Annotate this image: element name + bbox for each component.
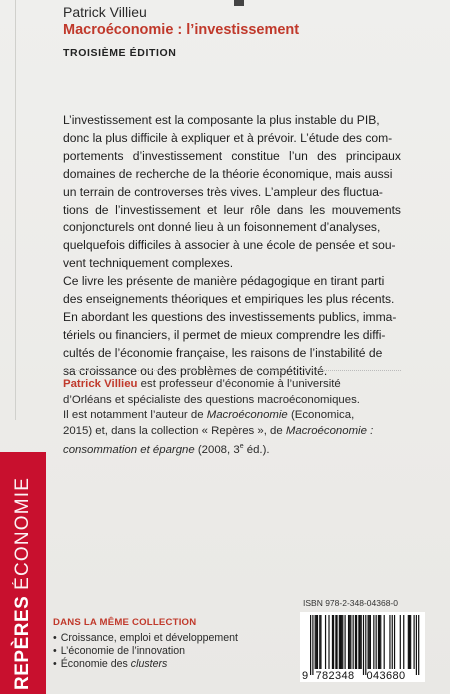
barcode-bar [333, 615, 334, 669]
barcode-bar [409, 615, 410, 669]
collection-name-bold: REPÈRES [12, 595, 33, 690]
barcode-bar [410, 615, 411, 669]
barcode-bar [416, 615, 417, 675]
fold-line [15, 0, 16, 420]
barcode-bar [353, 615, 354, 669]
barcode-bar [356, 615, 357, 669]
summary-line: cultés de l’économie française, les raisons de l’instabilité de [63, 345, 383, 360]
bio-line: Il est notamment l’auteur de Macroéconomie (Economica, [63, 409, 355, 422]
author-bio [63, 377, 403, 459]
barcode-bar [341, 615, 342, 669]
barcode-bar [394, 615, 395, 669]
barcode-bar [392, 615, 393, 669]
barcode-bar [316, 615, 317, 669]
collection-item: • Économie des clusters [53, 658, 238, 671]
summary-line: un terrain de controverses très vives. L’ampleur des fluctua- [63, 184, 383, 199]
barcode-bar [361, 615, 362, 669]
barcode-bar [368, 615, 369, 669]
summary-paragraph-1 [63, 112, 401, 273]
barcode-bar [336, 615, 337, 669]
summary-line: sa croissance ou des problèmes de compétitivité. [63, 363, 328, 378]
barcode-bar [345, 615, 346, 669]
summary-line: des enseignements théoriques et empiriques les plus récents. [63, 292, 395, 307]
author-name: Patrick Villieu [63, 4, 147, 20]
bio-line: consommation et épargne (2008, 3e éd.). [63, 443, 270, 457]
barcode-bar [403, 615, 404, 669]
barcode-bar [355, 615, 356, 669]
barcode-bar [373, 615, 374, 669]
summary-line: En abordant les questions des investissements publics, imma- [63, 309, 397, 324]
collection-list [53, 632, 238, 671]
barcode-lead-digit: 9 [302, 670, 309, 682]
barcode-bar [335, 615, 336, 669]
barcode [300, 612, 425, 682]
barcode-bar [389, 615, 390, 669]
bio-line: 2015) et, dans la collection « Repères », de Macroéconomie : [63, 424, 374, 437]
summary-line: L’investissement est la composante la plus instable du PIB, [63, 113, 380, 127]
barcode-bar [332, 615, 333, 669]
collection-name-light: ÉCONOMIE [12, 476, 33, 590]
barcode-bar [359, 615, 360, 669]
barcode-bar [319, 615, 320, 669]
barcode-bar [358, 615, 359, 669]
collection-item: • Croissance, emploi et développement [53, 632, 238, 645]
bio-line: d’Orléans et spécialiste des questions macroéconomiques. [63, 393, 360, 406]
summary-line: tériels ou financiers, il permet de mieux comprendre les diffi- [63, 327, 386, 342]
summary-line: quelquefois difficiles à associer à une école de pensée et sou- [63, 238, 396, 253]
barcode-digits-right: 043680 [366, 670, 406, 682]
bio-author-name: Patrick Villieu [63, 378, 138, 390]
summary-paragraph-2 [63, 273, 401, 380]
barcode-bar [400, 615, 401, 669]
barcode-bar [380, 615, 381, 669]
barcode-bar [325, 615, 326, 669]
bio-line: Patrick Villieu est professeur d’économie à l’université [63, 378, 341, 390]
summary-line: portements d’investissement constitue l’un des principaux [63, 148, 401, 163]
barcode-bar [408, 615, 409, 669]
edition-label: TROISIÈME ÉDITION [63, 47, 177, 59]
barcode-bar [340, 615, 341, 669]
barcode-bar [310, 615, 311, 675]
barcode-bar [342, 615, 343, 669]
barcode-digits-left: 782348 [315, 670, 355, 682]
barcode-bar [376, 615, 377, 669]
summary-line: conjoncturels ont donné lieu à un foisonnement d’analyses, [63, 220, 381, 235]
barcode-bar [370, 615, 371, 669]
barcode-bar [384, 615, 385, 669]
barcode-bar [414, 615, 415, 669]
barcode-bar [317, 615, 318, 669]
book-title: Macroéconomie : l’investissement [63, 22, 300, 38]
barcode-bar [378, 615, 379, 669]
collection-item: • L’économie de l’innovation [53, 645, 238, 658]
summary-text [63, 112, 401, 381]
barcode-bar [418, 615, 419, 675]
barcode-bar [369, 615, 370, 669]
barcode-bar [320, 615, 321, 669]
barcode-bar [312, 615, 313, 675]
isbn-label: ISBN 978-2-348-04368-0 [303, 598, 398, 608]
collection-heading: DANS LA MÊME COLLECTION [53, 617, 197, 628]
barcode-bar [315, 615, 316, 669]
barcode-bar [348, 615, 349, 669]
section-divider [63, 370, 401, 371]
barcode-bar [349, 615, 350, 669]
top-notch [234, 0, 244, 6]
barcode-bar [350, 615, 351, 669]
collection-name [12, 477, 34, 690]
barcode-bar [328, 615, 329, 669]
barcode-bar [365, 615, 366, 675]
barcode-bar [363, 615, 364, 675]
summary-line: donc la plus difficile à expliquer et à prévoir. L’étude des com- [63, 130, 393, 145]
summary-line: Ce livre les présente de manière pédagogique en tirant parti [63, 274, 385, 289]
summary-line: domaines de recherche de la théorie économique, mais aussi [63, 166, 393, 181]
summary-line: vent techniquement complexes. [63, 256, 234, 271]
barcode-bar [379, 615, 380, 669]
barcode-bar [339, 615, 340, 669]
summary-line: tions de l’investissement et leur rôle dans les mouvements [63, 202, 401, 217]
barcode-graphic [300, 612, 425, 682]
